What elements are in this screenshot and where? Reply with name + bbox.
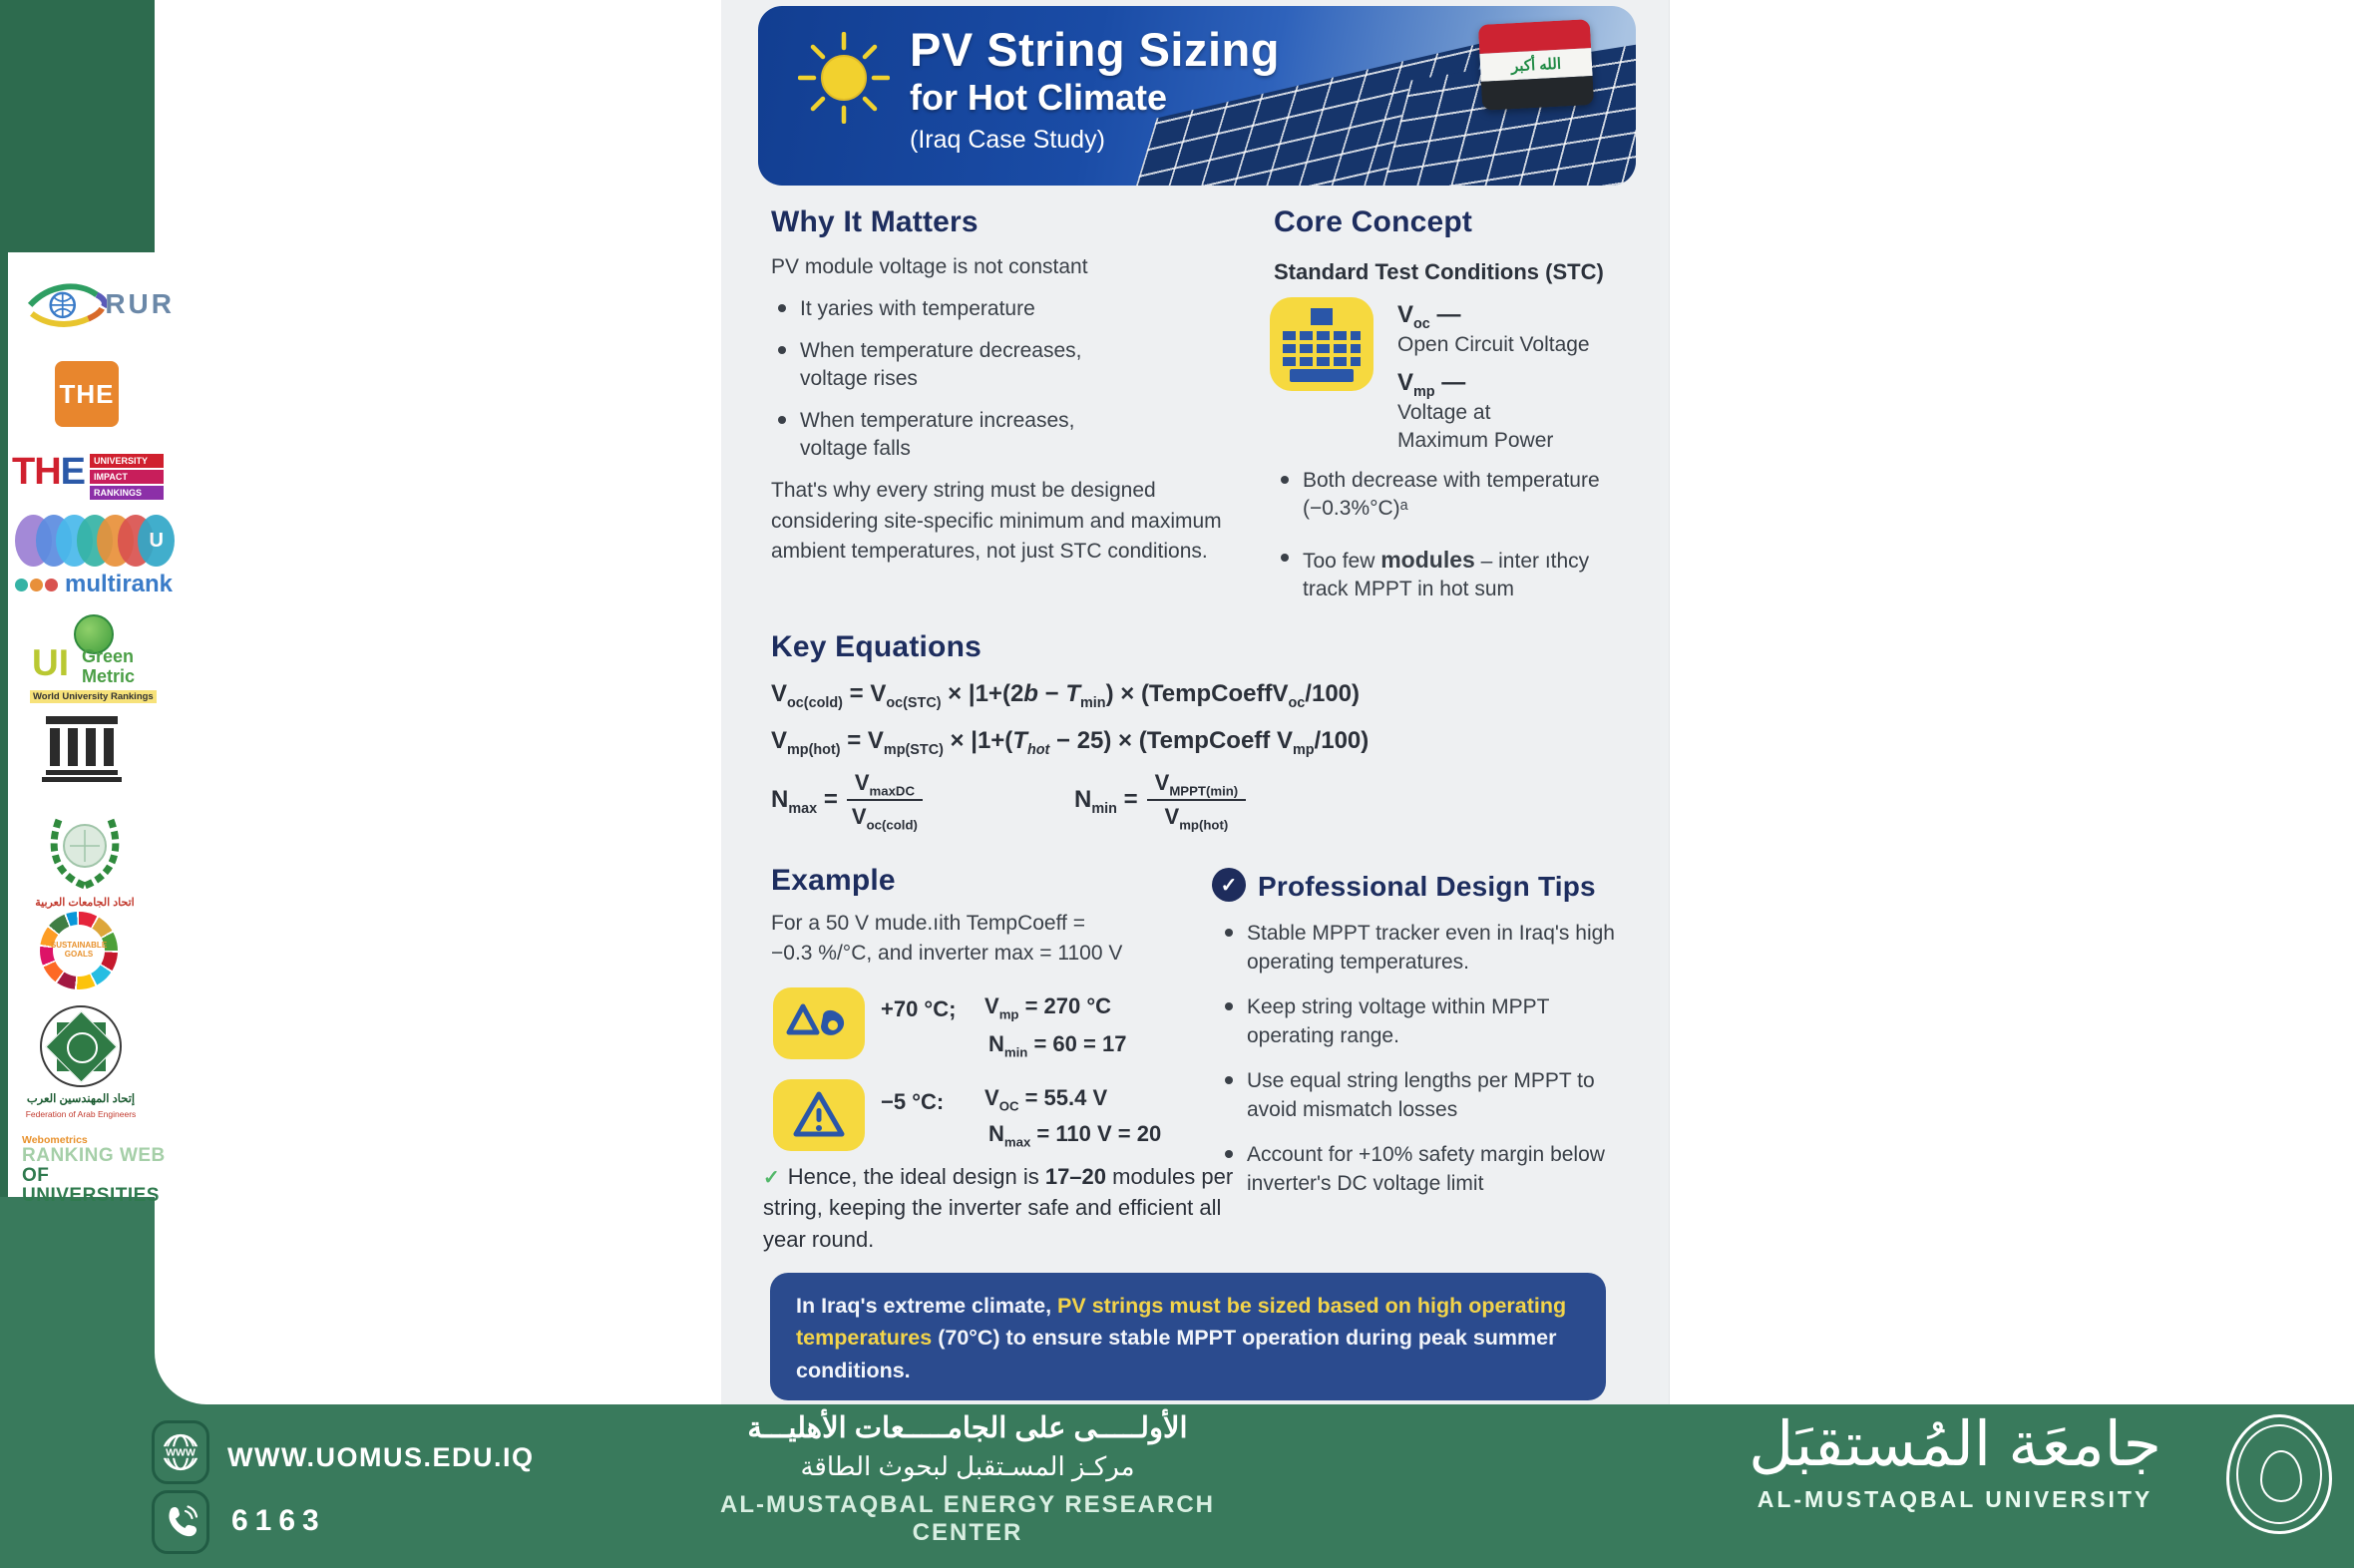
university-name-arabic: جامعَة المُستقبَل	[1749, 1410, 2161, 1479]
example-row2-voc: $V_{OC} = 55.4$ V	[984, 1085, 1108, 1114]
tip-bullet: Use equal string lengths per MPPT to avoid mismatch losses	[1220, 1067, 1621, 1125]
hot-temperature-warning-icon	[773, 987, 865, 1059]
impact-chip-list	[90, 454, 164, 502]
poster-tagline: (Iraq Case Study)	[910, 126, 1105, 154]
summary-callout: In Iraq's extreme climate, PV strings must be sized based on high operating temperatures (70°C) to ensure stable MPPT operation during peak summer conditions.	[770, 1273, 1606, 1400]
engineers-caption-arabic: إتحاد المهندسين العرب	[26, 1093, 136, 1105]
sdg-line2: GOALS	[64, 950, 94, 959]
key-equations-heading: Key Equations	[771, 630, 981, 663]
example-intro-line1: For a 50 V mude.ıith TempCoeff =	[771, 912, 1085, 935]
impact-chip-rankings: RANKINGS	[90, 486, 164, 500]
infographic-poster	[721, 0, 1670, 1404]
arab-engineers-federation-logo	[40, 1005, 122, 1087]
footer-center-block	[698, 1410, 1237, 1547]
multirank-wordmark	[15, 571, 175, 598]
why-it-matters-heading: Why It Matters	[771, 205, 979, 238]
webometrics-line2: OF UNIVERSITIES	[22, 1164, 160, 1206]
the-impact-rankings-logo	[12, 451, 177, 506]
rur-label: RUR	[105, 288, 175, 319]
poster-title-block	[910, 22, 1280, 155]
cold-temperature-warning-icon	[773, 1079, 865, 1151]
example-row1-label: +70 °C;	[881, 996, 957, 1021]
the-rankings-logo	[55, 361, 119, 427]
the-label: THE	[59, 378, 115, 409]
nmax-fraction	[847, 770, 923, 833]
multirank-u-circle: U	[138, 515, 175, 567]
poster-title: PV String Sizing	[910, 23, 1280, 76]
sidebar-green-edge-strip	[0, 252, 8, 1202]
webometrics-line1: RANKING WEB	[22, 1145, 166, 1167]
impact-e-letter: E	[60, 451, 86, 493]
vmp-definition-line2: Maximum Power	[1397, 429, 1554, 452]
tip-bullet: Account for +10% safety margin below inverter's DC voltage limit	[1220, 1141, 1621, 1199]
sun-icon	[798, 32, 890, 124]
core-bullet: Both decrease with temperature (−0.3%°C)ᵃ	[1276, 467, 1655, 523]
voc-definition: Open Circuit Voltage	[1397, 333, 1590, 356]
nmax-lhs: $N_{max}$ =	[771, 786, 838, 817]
arab-universities-union-logo	[45, 810, 125, 894]
example-row1-nmin: $N_{min} = 60 = 17$	[988, 1031, 1127, 1060]
example-row1-vmp: $V_{mp} = 270$ °C	[984, 993, 1112, 1022]
rur-eye-icon	[25, 269, 107, 339]
voc-term: $V_{oc}$ —	[1397, 301, 1461, 332]
nmin-denominator: $V_{mp(hot)}$	[1164, 804, 1229, 833]
tip-bullet: Stable MPPT tracker even in Iraq's high operating temperatures.	[1220, 920, 1621, 978]
why-conclusion: That's why every string must be designed considering site-specific minimum and maximum ambient temperatures, not just STC conditions.	[771, 479, 1222, 564]
nmin-lhs: $N_{min}$ =	[1074, 786, 1138, 817]
design-tips-heading: Professional Design Tips	[1258, 871, 1596, 902]
tip-bullet: Keep string voltage within MPPT operating range.	[1220, 993, 1621, 1051]
nmin-numerator: $V_{MPPT(min)}$	[1147, 770, 1247, 801]
core-concept-heading: Core Concept	[1274, 205, 1473, 238]
example-intro-line2: −0.3 %/°C, and inverter max = 1100 V	[771, 942, 1123, 965]
why-bullet: It yaries with temperature	[773, 295, 1092, 323]
website-url: WWW.UOMUS.EDU.IQ	[227, 1442, 535, 1472]
university-name-english: AL-MUSTAQBAL UNIVERSITY	[1757, 1485, 2154, 1512]
equation-nmax	[771, 770, 923, 833]
phone-icon	[152, 1490, 209, 1554]
why-bullet: When temperature increases, voltage falls	[773, 407, 1092, 463]
content-rounded-corner	[155, 1197, 721, 1404]
greenmetric-metric-label: Metric	[82, 666, 136, 686]
university-wordmark	[1696, 1400, 2214, 1513]
nmax-numerator: $V_{maxDC}$	[847, 770, 923, 801]
arab-universities-caption: اتحاد الجامعات العربية	[35, 897, 135, 909]
example-heading: Example	[771, 864, 896, 897]
sdg-line1: SUSTAINABLE	[50, 941, 108, 951]
why-bullet-list	[773, 295, 1092, 477]
core-bullet: Too few modules – inter ıthcy track MPPT in hot sum	[1276, 545, 1655, 603]
webometrics-brand: Webometrics	[22, 1134, 88, 1146]
impact-chip-university: UNIVERSITY	[90, 454, 164, 468]
vmp-term: $V_{mp}$ —	[1397, 369, 1466, 400]
check-icon: ✓	[763, 1167, 780, 1189]
university-seal	[2226, 1414, 2332, 1534]
multirank-label: multirank	[65, 571, 174, 597]
vmp-definition-line1: Voltage at	[1397, 401, 1491, 424]
solar-module-icon	[1270, 297, 1373, 391]
svg-text:WWW: WWW	[166, 1446, 196, 1459]
phone-number: 6163	[231, 1504, 326, 1537]
webometrics-logo	[22, 1135, 172, 1206]
equation-voc-cold: $V_{oc(cold)} = V_{oc(STC)} \times |1+(2b - T_{min})$ × (TempCoeffV$_{oc}$/100)	[771, 680, 1360, 711]
ui-greenmetric-logo	[30, 614, 170, 704]
multirank-logo	[15, 515, 175, 598]
nmax-denominator: $V_{oc(cold)}$	[851, 804, 918, 833]
check-circle-icon: ✓	[1212, 868, 1246, 902]
equation-vmp-hot: $V_{mp(hot)} = V_{mp(STC)} \times |1+(T_{hot} - 25)$ × (TempCoeff $V_{mp}/100$)	[771, 727, 1370, 758]
greenmetric-caption: World University Rankings	[30, 690, 157, 703]
why-bullet: When temperature decreases, voltage rises	[773, 337, 1092, 393]
sdg-goals-logo	[40, 912, 118, 989]
iraq-flag-icon	[1478, 19, 1594, 111]
greenmetric-green-label: Green	[82, 646, 135, 666]
iraq-flag-text: الله أكبر	[1479, 48, 1592, 82]
example-conclusion: ✓ Hence, the ideal design is 17–20 modules per string, keeping the inverter safe and efficient all year round.	[763, 1164, 1234, 1252]
rur-rankings-logo	[25, 269, 175, 339]
sdg-center	[50, 925, 108, 977]
footer-center-english: AL-MUSTAQBAL ENERGY RESEARCH CENTER	[719, 1491, 1216, 1546]
greenmetric-ui-letters: UI	[32, 642, 69, 683]
poster-subtitle: for Hot Climate	[910, 77, 1168, 118]
sidebar-green-block-top	[0, 0, 155, 252]
university-columns-icon	[42, 716, 122, 782]
footer-arabic-center-name: مركـز المسـتقبل لبحوث الطاقة	[800, 1451, 1135, 1481]
engineers-medallion-core	[67, 1032, 98, 1063]
stc-subheading: Standard Test Conditions (STC)	[1274, 259, 1604, 284]
equation-nmin	[1074, 770, 1246, 833]
core-bullet-list	[1276, 467, 1655, 625]
callout-highlight: PV strings must be sized based on high operating temperatures	[796, 1294, 1567, 1351]
design-tips-list	[1220, 920, 1621, 1215]
example-row2-label: −5 °C:	[881, 1089, 945, 1114]
footer-arabic-slogan: الأولـــــى على الجامـــــعات الأهليـــة	[747, 1412, 1188, 1444]
website-globe-icon	[152, 1420, 209, 1484]
impact-th-letters: TH	[12, 451, 61, 493]
poster-header-banner	[758, 6, 1636, 186]
impact-chip-impact: IMPACT	[90, 470, 164, 484]
why-intro: PV module voltage is not constant	[771, 255, 1088, 278]
engineers-caption-english: Federation of Arab Engineers	[25, 1109, 137, 1119]
nmin-fraction	[1147, 770, 1247, 833]
multirank-circles-icon	[15, 515, 175, 567]
example-row2-nmax: $N_{max} = 110$ V = 20	[988, 1121, 1162, 1150]
